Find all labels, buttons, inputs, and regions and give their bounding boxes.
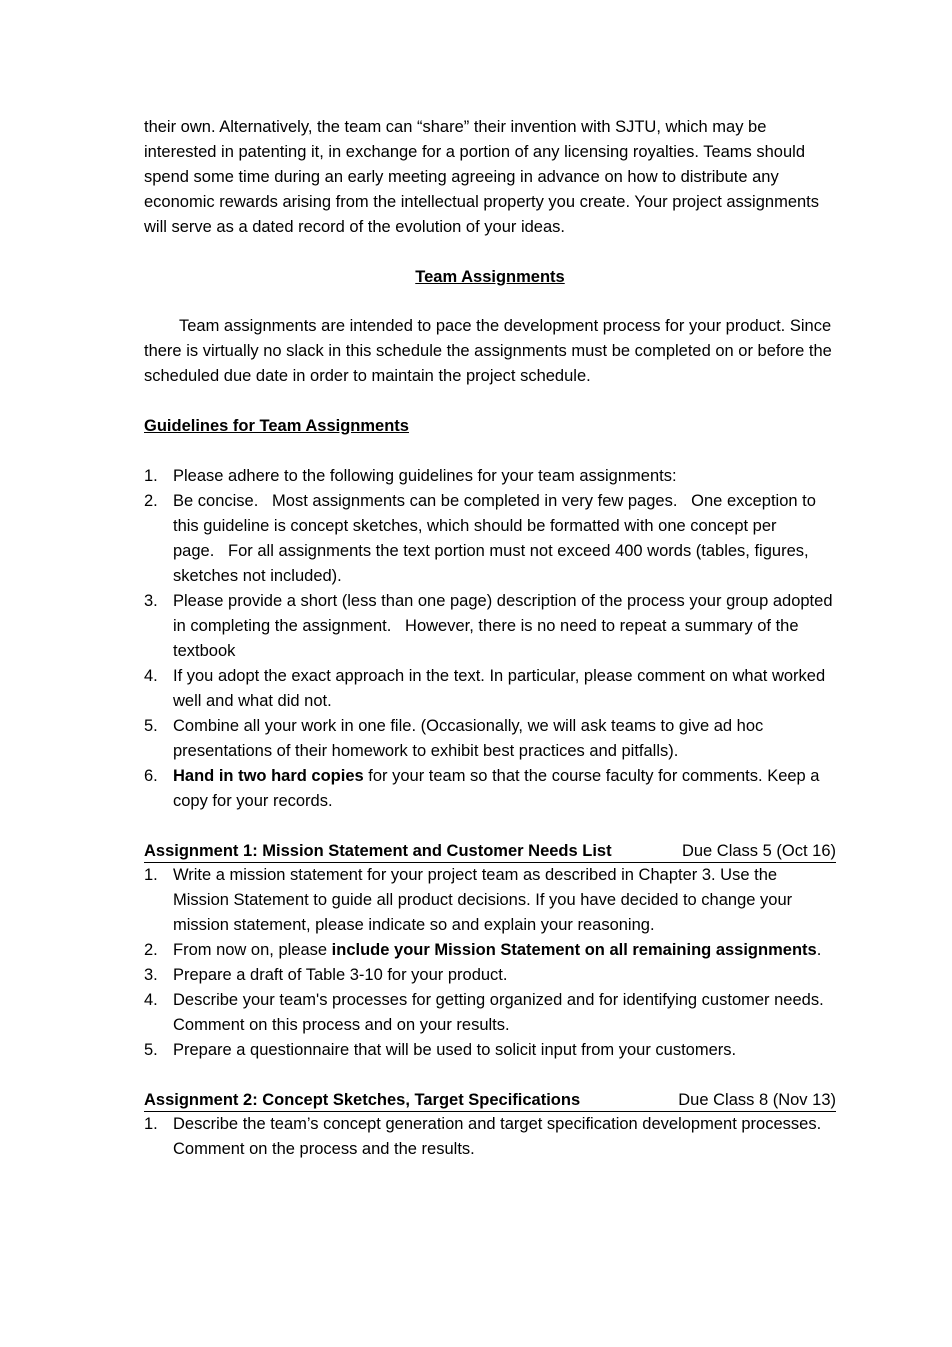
guidelines-heading: Guidelines for Team Assignments bbox=[144, 417, 409, 435]
bold-text: Hand in two hard copies bbox=[173, 767, 364, 785]
assignment-1-due: Due Class 5 (Oct 16) bbox=[681, 842, 836, 860]
list-item: 1. Write a mission statement for your project team as described in Chapter 3. Use the Mission Statement to guide all product decisions. If you have decided to change your mission statement, please indicate so and explain your reasoning. bbox=[144, 866, 793, 934]
list-item: 5. Prepare a questionnaire that will be used to solicit input from your customers. bbox=[144, 1041, 737, 1059]
team-assignments-heading: Team Assignments bbox=[415, 268, 565, 286]
assignment-1-heading bbox=[144, 839, 836, 863]
list-item: 1. Please adhere to the following guidelines for your team assignments: bbox=[144, 467, 677, 485]
list-item: 6. Hand in two hard copies for your team so that the course faculty for comments. Keep a copy for your records. bbox=[144, 767, 820, 810]
bold-text: include your Mission Statement on all remaining assignments bbox=[331, 941, 817, 959]
list-item: 3. Prepare a draft of Table 3-10 for your product. bbox=[144, 966, 508, 984]
assignment-2-title: Assignment 2: Concept Sketches, Target Specifications bbox=[144, 1091, 581, 1109]
list-item: 4. Describe your team's processes for getting organized and for identifying customer needs. Comment on this process and on your results. bbox=[144, 991, 824, 1034]
list-item: 5. Combine all your work in one file. (Occasionally, we will ask teams to give ad hoc presentations of their homework to exhibit best practices and pitfalls). bbox=[144, 717, 764, 760]
assignment-2-heading bbox=[144, 1088, 836, 1112]
list-item: 3. Please provide a short (less than one page) description of the process your group adopted in completing the assignment. However, there is no need to repeat a summary of the textbook bbox=[144, 592, 833, 660]
assignment-2-list bbox=[144, 1112, 836, 1162]
intro-paragraph: their own. Alternatively, the team can “share” their invention with SJTU, which may be interested in patenting it, in exchange for a portion of any licensing royalties. Teams should spend some time during an early meeting agreeing in advance on how to distribute any economic rewards arising from the intellectual property you create. Your project assignments will serve as a dated record of the evolution of your ideas. bbox=[144, 118, 820, 236]
team-assignments-paragraph: Team assignments are intended to pace the development process for your product. Since there is virtually no slack in this schedule the assignments must be completed on or before the scheduled due date in order to maintain the project schedule. bbox=[144, 317, 832, 385]
list-item: 1. Describe the team’s concept generation and target specification development processes. Comment on the process and the results. bbox=[144, 1115, 822, 1158]
assignment-2-due: Due Class 8 (Nov 13) bbox=[678, 1091, 836, 1109]
guidelines-list bbox=[144, 464, 836, 814]
list-item: 2. From now on, please include your Mission Statement on all remaining assignments. bbox=[144, 941, 822, 959]
list-item: 2. Be concise. Most assignments can be completed in very few pages. One exception to this guideline is concept sketches, which should be formatted with one concept per page. For all assignments the text portion must not exceed 400 words (tables, figures, sketches not included). bbox=[144, 492, 816, 585]
assignment-1-title: Assignment 1: Mission Statement and Customer Needs List bbox=[144, 842, 612, 860]
assignment-1-list bbox=[144, 863, 836, 1063]
list-item: 4. If you adopt the exact approach in the text. In particular, please comment on what worked well and what did not. bbox=[144, 667, 826, 710]
page-content bbox=[144, 115, 836, 1162]
